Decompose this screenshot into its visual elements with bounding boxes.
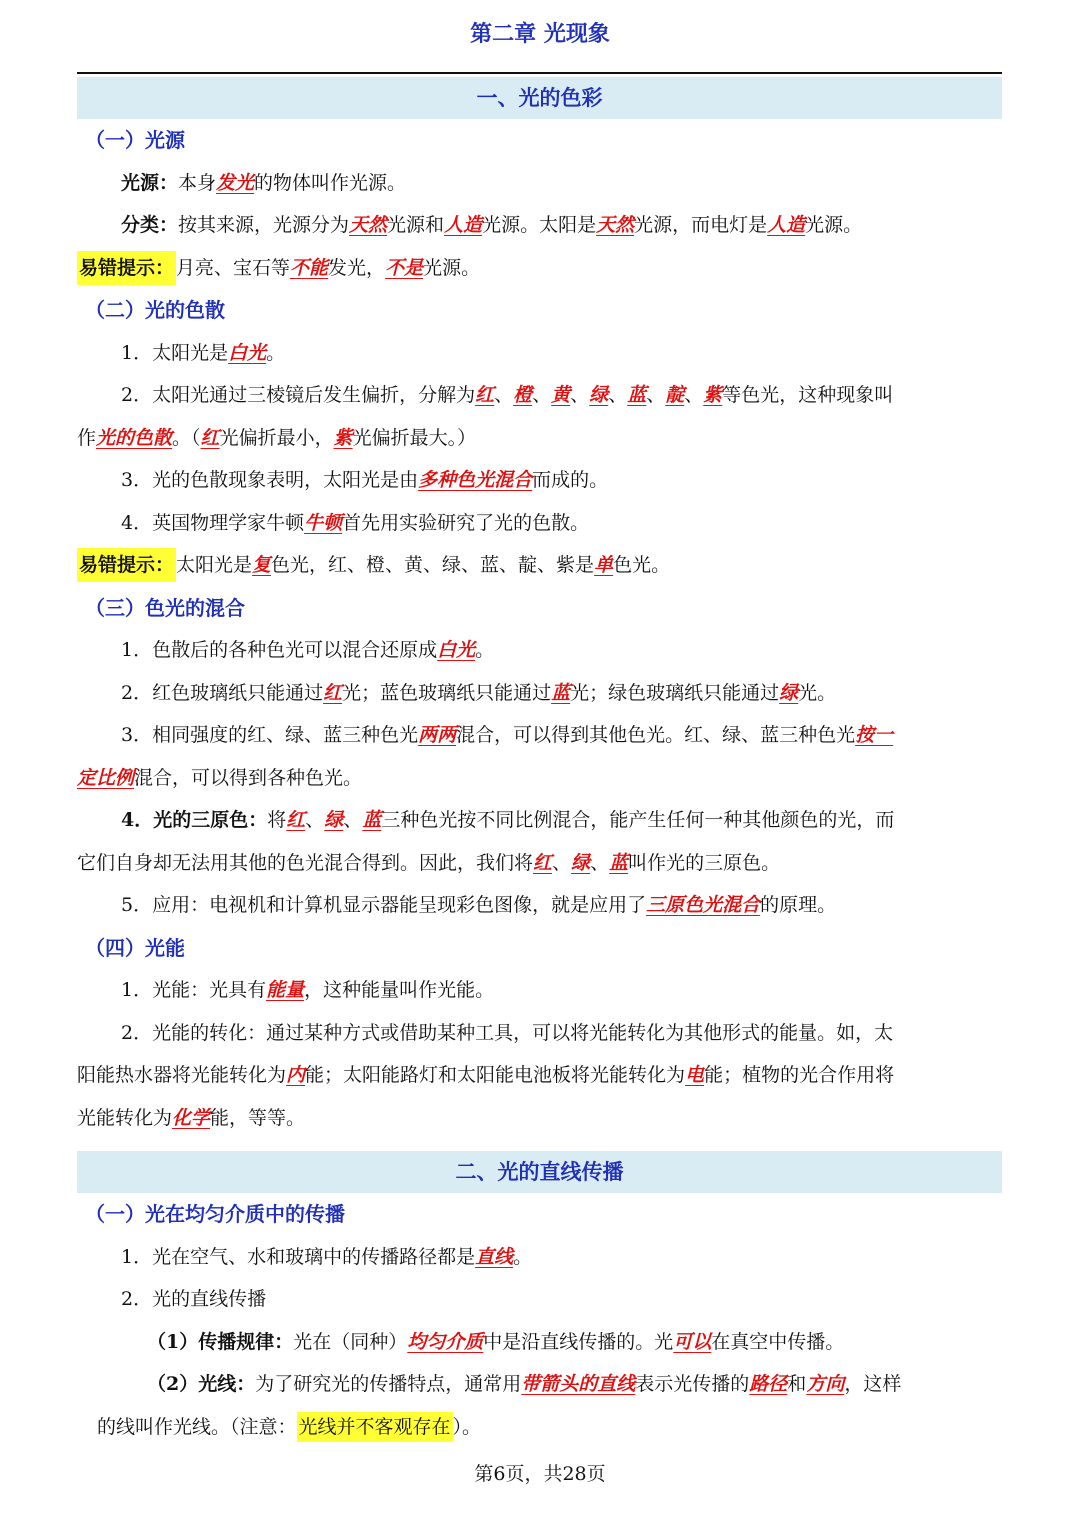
keyword: 牛顿 [304, 511, 343, 534]
highlighted-note: 光线并不客观存在 [297, 1412, 453, 1442]
text-run: 而成的。 [532, 469, 609, 491]
paragraph-item [77, 374, 1002, 417]
paragraph-classification [77, 204, 1002, 247]
keyword: 带箭头的直线 [521, 1373, 636, 1395]
text-run: 2．光能的转化：通过某种方式或借助某种工具，可以将光能转化为其他形式的能量。如，太 [121, 1021, 894, 1044]
page-content [77, 77, 1002, 1448]
text-run: 能；太阳能路灯和太阳能电池板将光能转化为 [305, 1064, 686, 1086]
paragraph-continuation [77, 1097, 1002, 1140]
keyword: 白光 [437, 639, 476, 661]
text-run: 光源，而电灯是 [634, 214, 768, 236]
text-run: 三种色光按不同比例混合，能产生任何一种其他颜色的光，而 [381, 809, 895, 831]
section-heading-color: 一、光的色彩 [77, 77, 1002, 119]
paragraph-item [77, 672, 1002, 715]
text-run: 、 [494, 384, 514, 406]
keyword: 化学 [172, 1106, 211, 1129]
text-run: 的原理。 [760, 894, 837, 916]
text-run: 光；绿色玻璃纸只能通过 [570, 681, 780, 704]
paragraph-continuation [77, 1406, 1002, 1449]
text-run: 。 [475, 639, 495, 661]
text-run: 2．太阳光通过三棱镜后发生偏折，分解为 [121, 384, 476, 406]
keyword: 人造 [767, 214, 806, 236]
text-run: 光偏折最大。） [352, 426, 477, 449]
text-run: 2．光的直线传播 [121, 1288, 267, 1310]
text-run: 、 [608, 384, 628, 406]
text-run: 、 [570, 384, 590, 406]
text-run: 光源。太阳是 [482, 214, 597, 236]
keyword: 红 [533, 851, 553, 874]
text-run: 2．红色玻璃纸只能通过 [121, 681, 324, 704]
keyword: 不是 [385, 256, 424, 279]
text-run: 能；植物的光合作用将 [704, 1064, 895, 1086]
keyword: 紫 [333, 426, 353, 449]
subsection-title-color-mixing: （三）色光的混合 [85, 595, 245, 620]
text-run: 它们自身却无法用其他的色光混合得到。因此，我们将 [77, 851, 534, 874]
term-label: （1）传播规律： [147, 1330, 294, 1353]
keyword: 按一 [855, 724, 894, 746]
keyword: 绿 [324, 809, 344, 831]
text-run: 光；蓝色玻璃纸只能通过 [342, 681, 552, 704]
keyword: 靛 [665, 384, 685, 406]
paragraph-item [77, 1236, 1002, 1279]
paragraph-item [77, 884, 1002, 927]
text-run: 1．太阳光是 [121, 341, 229, 364]
paragraph-tip [77, 544, 1002, 587]
keyword: 蓝 [362, 809, 382, 831]
paragraph-subitem [77, 1363, 1002, 1406]
text-run: 的物体叫作光源。 [254, 171, 407, 194]
text-run: 1．色散后的各种色光可以混合还原成 [121, 639, 438, 661]
paragraph-continuation [77, 417, 1002, 460]
paragraph-item [77, 714, 1002, 757]
text-run: 。（ [172, 426, 201, 449]
text-run: 按其来源，光源分为 [178, 214, 350, 236]
text-run: 色光，红、橙、黄、绿、蓝、靛、紫是 [271, 554, 595, 576]
subsection-title-light-source: （一）光源 [85, 128, 185, 152]
paragraph-continuation [77, 842, 1002, 885]
text-run: 能，等等。 [210, 1106, 306, 1129]
text-run: 的线叫作光线。（注意： [97, 1415, 297, 1438]
text-run: 光偏折最小， [219, 426, 334, 449]
text-run: ，这样 [844, 1373, 902, 1395]
keyword: 复 [252, 554, 272, 576]
keyword: 路径 [749, 1373, 788, 1395]
term-label: 分类： [121, 214, 179, 236]
keyword: 红 [475, 384, 495, 406]
text-run: 光源。 [805, 214, 863, 236]
keyword: 绿 [779, 681, 799, 704]
text-run: 1．光能：光具有 [121, 979, 267, 1001]
text-run: 太阳光是 [176, 554, 253, 576]
text-run: 。 [513, 1245, 533, 1268]
text-run: 光能转化为 [77, 1106, 173, 1129]
text-run: 阳能热水器将光能转化为 [77, 1064, 287, 1086]
paragraph-item [77, 459, 1002, 502]
text-run: 3．相同强度的红、绿、蓝三种色光 [121, 724, 419, 746]
tip-label: 易错提示： [77, 251, 176, 285]
text-run: 混合，可以得到其他色光。红、绿、蓝三种色光 [456, 724, 856, 746]
keyword: 不能 [290, 256, 329, 279]
text-run: 。 [266, 341, 286, 364]
keyword: 内 [286, 1064, 306, 1086]
keyword: 电 [685, 1064, 705, 1086]
paragraph-light-source-def [77, 162, 1002, 205]
keyword: 蓝 [609, 851, 629, 874]
keyword: 定比例 [77, 766, 135, 789]
paragraph-subitem [77, 1321, 1002, 1364]
keyword: 紫 [703, 384, 723, 406]
keyword: 可以 [673, 1330, 712, 1353]
keyword: 绿 [571, 851, 591, 874]
paragraph-item [77, 629, 1002, 672]
paragraph-continuation [77, 757, 1002, 800]
text-run: 作 [77, 426, 97, 449]
text-run: 在真空中传播。 [711, 1330, 845, 1353]
keyword: 天然 [349, 214, 388, 236]
text-run: 、 [552, 851, 572, 874]
text-run: 为了研究光的传播特点，通常用 [255, 1373, 522, 1395]
text-run: 将 [267, 809, 287, 831]
subsection-title-light-energy: （四）光能 [85, 935, 185, 960]
subsection-title-dispersion: （二）光的色散 [85, 298, 225, 322]
keyword: 单 [594, 554, 614, 576]
page-number-footer: 第6页，共28页 [474, 1463, 606, 1485]
text-run: 和 [787, 1373, 807, 1395]
text-run: 、 [646, 384, 666, 406]
term-label: （2）光线： [147, 1373, 256, 1395]
keyword: 白光 [228, 341, 267, 364]
text-run: 中是沿直线传播的。光 [483, 1330, 674, 1353]
paragraph-tip [77, 247, 1002, 290]
text-run: ）。 [452, 1415, 482, 1438]
text-run: 光源。 [423, 256, 481, 279]
text-run: 、 [343, 809, 363, 831]
keyword: 红 [323, 681, 343, 704]
text-run: 、 [305, 809, 325, 831]
keyword: 能量 [266, 979, 305, 1001]
term-label: 光源： [121, 171, 179, 194]
text-run: 首先用实验研究了光的色散。 [342, 511, 590, 534]
text-run: 等色光，这种现象叫 [722, 384, 894, 406]
keyword: 蓝 [627, 384, 647, 406]
text-run: 混合，可以得到各种色光。 [134, 766, 363, 789]
text-run: 、 [684, 384, 704, 406]
text-run: 光。 [798, 681, 837, 704]
text-run: 本身 [178, 171, 217, 194]
paragraph-continuation [77, 1054, 1002, 1097]
text-run: 叫作光的三原色。 [628, 851, 781, 874]
keyword: 红 [286, 809, 306, 831]
text-run: 发光， [328, 256, 386, 279]
paragraph-item [77, 799, 1002, 842]
keyword: 黄 [551, 384, 571, 406]
keyword: 发光 [216, 171, 255, 194]
keyword: 绿 [589, 384, 609, 406]
paragraph-item [77, 1012, 1002, 1055]
paragraph-item [77, 332, 1002, 375]
section-heading-propagation: 二、光的直线传播 [77, 1151, 1002, 1193]
keyword: 两两 [418, 724, 457, 746]
text-run: 3．光的色散现象表明，太阳光是由 [121, 469, 419, 491]
paragraph-item [77, 969, 1002, 1012]
keyword: 人造 [444, 214, 483, 236]
subsection-title-uniform-medium: （一）光在均匀介质中的传播 [85, 1202, 345, 1226]
keyword: 蓝 [551, 681, 571, 704]
text-run: 月亮、宝石等 [176, 256, 291, 279]
text-run: 、 [590, 851, 610, 874]
tip-label: 易错提示： [77, 548, 176, 582]
chapter-title: 第二章 光现象 [470, 22, 610, 47]
paragraph-item [77, 502, 1002, 545]
text-run: 5．应用：电视机和计算机显示器能呈现彩色图像，就是应用了 [121, 894, 647, 916]
keyword: 红 [200, 426, 220, 449]
text-run: 表示光传播的 [635, 1373, 750, 1395]
keyword: 三原色光混合 [646, 894, 761, 916]
text-run: ，这种能量叫作光能。 [304, 979, 495, 1001]
text-run: 色光。 [613, 554, 671, 576]
keyword: 多种色光混合 [418, 469, 533, 491]
keyword: 均匀介质 [407, 1330, 484, 1353]
text-run: 光在（同种） [293, 1330, 408, 1353]
text-run: 4．英国物理学家牛顿 [121, 511, 305, 534]
text-run: 、 [532, 384, 552, 406]
keyword: 方向 [806, 1373, 845, 1395]
text-run: 光源和 [387, 214, 445, 236]
text-run: 1．光在空气、水和玻璃中的传播路径都是 [121, 1245, 476, 1268]
keyword: 天然 [596, 214, 635, 236]
keyword: 光的色散 [96, 426, 173, 449]
term-label: 4．光的三原色： [121, 809, 268, 831]
header-rule [77, 72, 1002, 74]
keyword: 直线 [475, 1245, 514, 1268]
paragraph-item [77, 1278, 1002, 1321]
keyword: 橙 [513, 384, 533, 406]
